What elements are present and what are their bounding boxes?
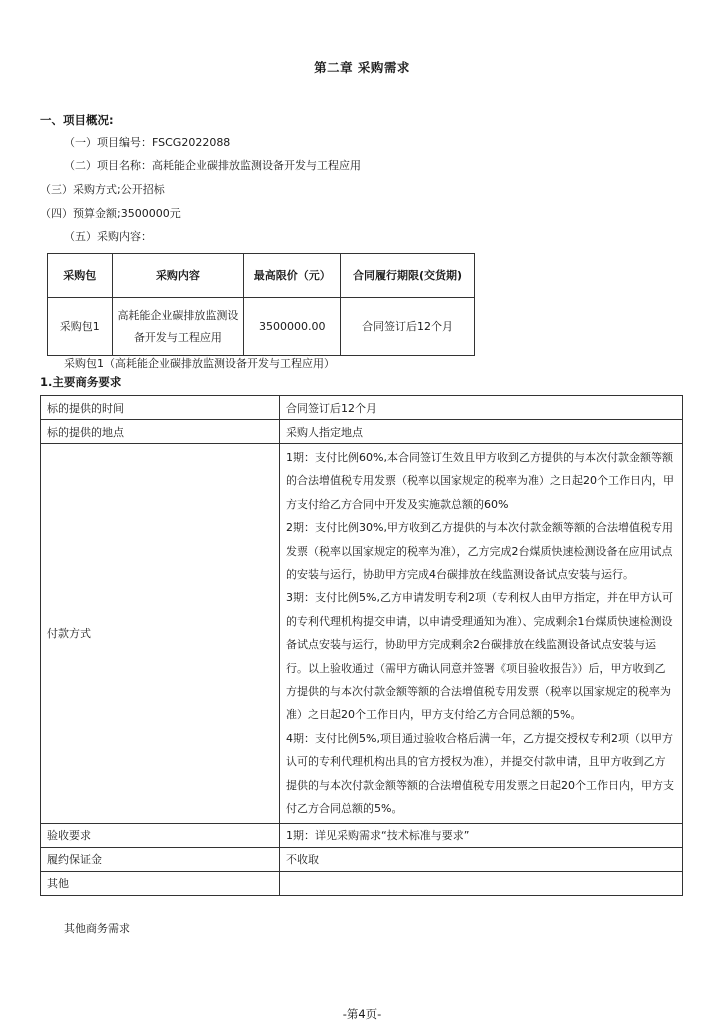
payment-term-2: 2期：支付比例30%,甲方收到乙方提供的与本次付款金额等额的合法增值税专用发票（税率以国家规定的税率为准），乙方完成2台煤质快速检测设备在应用试点的安装与运行，协助甲方完成4台碳排放在线监测设备试点安装与运行。 [286,521,673,582]
header-package: 采购包 [48,254,113,298]
payment-key: 付款方式 [41,444,280,824]
table-row-payment [41,444,683,824]
business-requirements-table [40,395,683,896]
package-table [47,253,475,356]
payment-term-3: 3期：支付比例5%,乙方申请发明专利2项（专利权人由甲方指定，并在甲方认可的专利代理机构提交申请，以申请受理通知为准）、完成剩余1台煤质快速检测设备试点安装与运行，协助甲方完成剩余2台碳排放在线监测设备试点安装与运行。以上验收通过（需甲方确认同意并签署《项目验收报告》）后，甲方收到乙方提供的与本次付款金额等额的合法增值税专用发票（税率以国家规定的税率为准）之日起20个工作日内，甲方支付给乙方合同总额的5%。 [286,591,673,722]
cell-content: 高耗能企业碳排放监测设备开发与工程应用 [112,298,244,356]
section-heading-project-overview: 一、项目概况: [40,113,114,127]
payment-term-1: 1期：支付比例60%,本合同签订生效且甲方收到乙方提供的与本次付款金额等额的合法增值税专用发票（税率以国家规定的税率为准）之日起20个工作日内，甲方支付给乙方合同中开发及实施款总额的60% [286,451,674,511]
payment-term-4: 4期：支付比例5%,项目通过验收合格后满一年，乙方提交授权专利2项（以甲方认可的专利代理机构出具的官方授权为准），并提交付款申请，且甲方收到乙方提供的与本次付款金额等额的合法增值税专用发票之日起20个工作日内，甲方支付乙方合同总额的5%。 [286,731,674,816]
row-key: 其他 [41,871,280,895]
header-max-price: 最高限价（元） [244,254,341,298]
table-row [41,847,683,871]
page-title: 第二章 采购需求 [314,60,410,75]
page-number: -第4页- [342,1007,382,1021]
budget-amount: （四）预算金额;3500000元 [40,207,181,220]
table-row [48,298,475,356]
row-value [280,871,683,895]
package-table-header [48,254,475,298]
table-row [41,823,683,847]
procurement-content-label: （五）采购内容： [64,230,152,243]
cell-contract-period: 合同签订后12个月 [341,298,475,356]
other-business-requirements: 其他商务需求 [64,922,130,935]
cell-package: 采购包1 [48,298,113,356]
table-row [41,396,683,420]
procurement-method: （三）采购方式;公开招标 [40,183,165,196]
row-value: 合同签订后12个月 [280,396,683,420]
project-name: （二）项目名称：高耗能企业碳排放监测设备开发与工程应用 [64,159,361,172]
payment-terms [280,444,683,824]
header-contract-period: 合同履行期限(交货期) [341,254,475,298]
package-label: 采购包1（高耗能企业碳排放监测设备开发与工程应用） [64,357,335,370]
project-number: （一）项目编号：FSCG2022088 [64,136,231,149]
row-key: 标的提供的地点 [41,420,280,444]
row-key: 验收要求 [41,823,280,847]
header-content: 采购内容 [112,254,244,298]
table-row [41,420,683,444]
row-value: 1期：详见采购需求“技术标准与要求” [280,823,683,847]
cell-max-price: 3500000.00 [244,298,341,356]
row-key: 履约保证金 [41,847,280,871]
table-row [41,871,683,895]
row-key: 标的提供的时间 [41,396,280,420]
row-value: 不收取 [280,847,683,871]
biz-heading: 1.主要商务要求 [40,375,122,389]
row-value: 采购人指定地点 [280,420,683,444]
